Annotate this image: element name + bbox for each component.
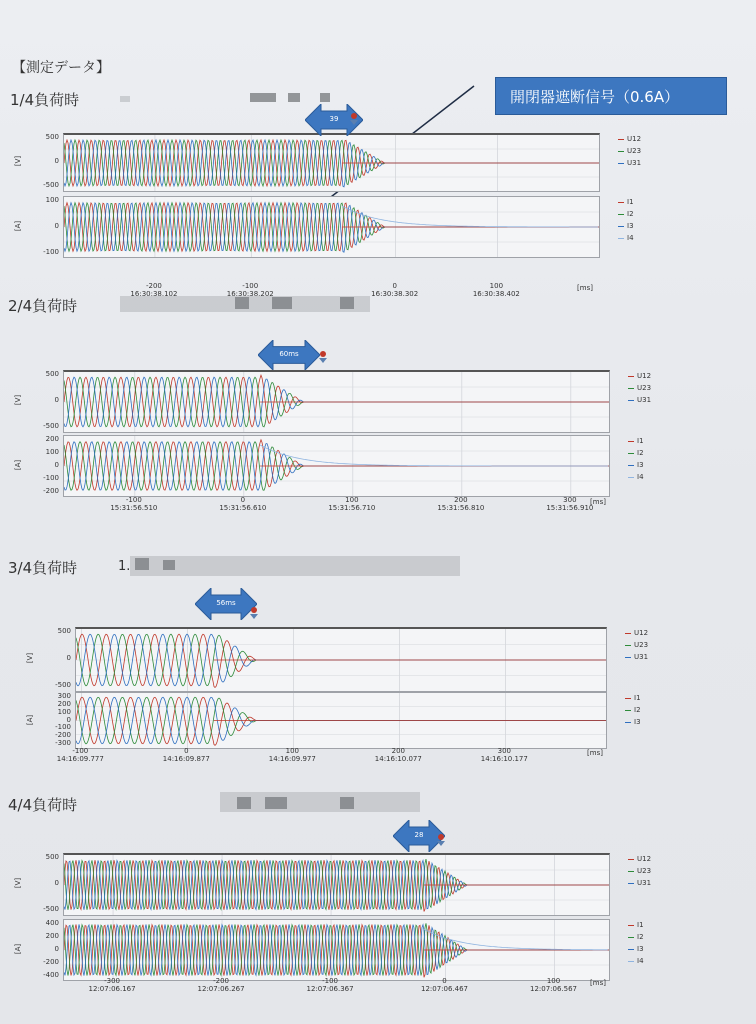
x-tick-label xyxy=(524,977,584,993)
voltage-plot xyxy=(63,370,610,433)
x-tick-value: -100 xyxy=(322,977,338,985)
voltage-waveforms xyxy=(76,629,606,691)
legend-label: I3 xyxy=(637,461,644,469)
current-unit-label: [A] xyxy=(14,220,23,232)
x-tick-value: 0 xyxy=(392,282,397,290)
legend-label: U23 xyxy=(634,641,649,649)
y-tick-label: 100 xyxy=(45,448,59,456)
legend-item xyxy=(628,867,651,879)
legend-item xyxy=(628,945,644,957)
legend-item xyxy=(618,234,634,246)
y-tick-label: 100 xyxy=(57,707,71,716)
y-tick-label: -200 xyxy=(55,731,71,740)
section-label-suffix: 1. xyxy=(118,559,131,574)
x-unit-label: [ms] xyxy=(590,979,606,987)
legend-label: I1 xyxy=(637,921,644,929)
x-tick-timestamp: 16:30:38.402 xyxy=(472,290,520,298)
x-tick-label xyxy=(322,496,382,512)
voltage-unit-label: [V] xyxy=(14,155,23,167)
y-tick-label: -100 xyxy=(43,248,59,256)
y-tick-label: -200 xyxy=(43,487,59,495)
y-tick-label: -500 xyxy=(43,905,59,913)
legend-item xyxy=(628,879,651,891)
voltage-waveforms xyxy=(64,372,609,432)
y-tick-label: 100 xyxy=(45,196,59,204)
x-tick-timestamp: 12:07:06.267 xyxy=(197,985,245,993)
legend-label: U12 xyxy=(634,629,649,637)
legend-label: U23 xyxy=(627,147,642,155)
x-tick-value: 100 xyxy=(345,496,359,504)
duration-label: 60ms xyxy=(279,350,299,358)
x-tick-label xyxy=(415,977,475,993)
y-tick-label: -300 xyxy=(55,739,71,747)
x-tick-value: 300 xyxy=(497,747,511,755)
voltage-plot xyxy=(75,627,607,692)
y-tick-label: 200 xyxy=(45,435,59,443)
legend-item xyxy=(628,372,651,384)
legend-label: I2 xyxy=(637,449,644,457)
x-tick-timestamp: 16:30:38.102 xyxy=(130,290,178,298)
y-tick-label: 500 xyxy=(57,627,71,635)
i4-decay-trace xyxy=(342,206,598,227)
legend-item xyxy=(618,222,634,234)
current-legend xyxy=(625,694,641,730)
legend-item xyxy=(628,933,644,945)
x-tick-value: -300 xyxy=(104,977,120,985)
legend-label: U23 xyxy=(637,867,652,875)
x-tick-timestamp: 15:31:56.510 xyxy=(110,504,158,512)
current-waveforms xyxy=(76,693,606,748)
voltage-legend xyxy=(625,629,648,665)
x-tick-timestamp: 16:30:38.302 xyxy=(371,290,419,298)
y-tick-label: 0 xyxy=(66,715,71,724)
y-tick-label: 0 xyxy=(66,654,71,662)
legend-label: U12 xyxy=(637,372,652,380)
x-unit-label: [ms] xyxy=(577,284,593,292)
current-waveforms xyxy=(64,920,609,980)
x-tick-label xyxy=(124,282,184,298)
x-tick-value: 0 xyxy=(442,977,447,985)
legend-item xyxy=(625,706,641,718)
y-tick-label: -100 xyxy=(43,474,59,482)
legend-item xyxy=(618,198,634,210)
x-tick-label xyxy=(368,747,428,763)
x-tick-label xyxy=(466,282,526,298)
x-tick-value: 300 xyxy=(563,496,577,504)
voltage-waveforms xyxy=(64,135,599,191)
x-tick-label xyxy=(191,977,251,993)
legend-label: I2 xyxy=(627,210,634,218)
legend-label: I3 xyxy=(634,718,641,726)
x-tick-timestamp: 14:16:10.177 xyxy=(480,755,528,763)
y-tick-label: 500 xyxy=(45,133,59,141)
x-tick-label xyxy=(104,496,164,512)
legend-item xyxy=(628,855,651,867)
x-tick-value: -200 xyxy=(213,977,229,985)
legend-item xyxy=(618,159,641,171)
x-tick-label xyxy=(156,747,216,763)
trigger-marker-icon xyxy=(318,351,328,363)
x-tick-value: 200 xyxy=(454,496,468,504)
duration-label: 39 xyxy=(329,115,339,123)
y-tick-label: -500 xyxy=(55,681,71,689)
voltage-legend xyxy=(618,135,641,171)
x-tick-label xyxy=(50,747,110,763)
marker-triangle xyxy=(319,358,327,363)
current-plot xyxy=(63,435,610,497)
voltage-legend xyxy=(628,372,651,408)
legend-label: I2 xyxy=(637,933,644,941)
x-tick-timestamp: 14:16:09.977 xyxy=(268,755,316,763)
marker-triangle xyxy=(250,614,258,619)
x-tick-timestamp: 12:07:06.467 xyxy=(420,985,469,993)
legend-label: U12 xyxy=(627,135,642,143)
y-tick-label: 0 xyxy=(54,157,59,165)
waveform-trace xyxy=(76,634,606,687)
legend-label: I1 xyxy=(637,437,644,445)
voltage-unit-label: [V] xyxy=(26,652,35,664)
y-tick-label: 0 xyxy=(54,461,59,469)
legend-label: U31 xyxy=(627,159,642,167)
x-tick-timestamp: 12:07:06.167 xyxy=(88,985,136,993)
x-tick-timestamp: 16:30:38.202 xyxy=(226,290,274,298)
current-unit-label: [A] xyxy=(14,943,23,955)
x-tick-label xyxy=(474,747,534,763)
x-unit-label: [ms] xyxy=(590,498,606,506)
y-tick-label: -500 xyxy=(43,422,59,430)
section-label: 2/4負荷時 xyxy=(8,297,78,315)
current-waveforms xyxy=(64,436,609,496)
current-legend xyxy=(628,921,644,969)
y-tick-label: -200 xyxy=(43,958,59,966)
legend-label: I4 xyxy=(637,473,644,481)
legend-label: I3 xyxy=(627,222,634,230)
legend-item xyxy=(628,449,644,461)
marker-dot xyxy=(438,834,444,840)
current-legend xyxy=(618,198,634,246)
section-label: 3/4負荷時 xyxy=(8,559,78,577)
legend-label: I2 xyxy=(634,706,641,714)
legend-item xyxy=(618,210,634,222)
legend-label: I3 xyxy=(637,945,644,953)
y-tick-label: 200 xyxy=(57,699,71,708)
voltage-waveforms xyxy=(64,855,609,915)
legend-label: I4 xyxy=(637,957,644,965)
legend-item xyxy=(628,957,644,969)
x-tick-value: 0 xyxy=(184,747,189,755)
y-tick-label: -100 xyxy=(55,723,71,732)
x-tick-timestamp: 12:07:06.567 xyxy=(529,985,578,993)
legend-label: U12 xyxy=(637,855,652,863)
legend-label: U31 xyxy=(634,653,649,661)
legend-item xyxy=(625,694,641,706)
x-tick-label xyxy=(300,977,360,993)
y-tick-label: -400 xyxy=(43,971,59,979)
x-tick-value: 0 xyxy=(240,496,246,504)
y-tick-label: 200 xyxy=(45,932,59,940)
marker-dot xyxy=(251,607,257,613)
legend-item xyxy=(618,147,641,159)
x-tick-timestamp: 14:16:09.777 xyxy=(56,755,104,763)
section-label: 4/4負荷時 xyxy=(8,796,78,814)
waveform-trace xyxy=(76,697,606,745)
legend-item xyxy=(625,641,648,653)
x-tick-value: 100 xyxy=(285,747,299,755)
y-tick-label: 500 xyxy=(45,853,59,861)
x-tick-value: -100 xyxy=(72,747,89,755)
x-tick-value: 100 xyxy=(546,977,561,985)
y-tick-label: 0 xyxy=(54,396,59,404)
legend-label: I1 xyxy=(634,694,641,702)
legend-item xyxy=(625,718,641,730)
waveform-trace xyxy=(64,923,609,975)
x-tick-timestamp: 15:31:56.910 xyxy=(546,504,594,512)
x-tick-value: -200 xyxy=(145,282,162,290)
y-tick-label: 0 xyxy=(54,879,59,887)
voltage-unit-label: [V] xyxy=(14,394,23,406)
x-tick-label xyxy=(262,747,322,763)
x-tick-timestamp: 14:16:09.877 xyxy=(162,755,210,763)
x-tick-value: -100 xyxy=(242,282,259,290)
legend-item xyxy=(628,384,651,396)
trigger-marker-icon xyxy=(249,607,259,619)
x-tick-label xyxy=(82,977,142,993)
marker-triangle xyxy=(350,120,358,125)
voltage-unit-label: [V] xyxy=(14,877,23,889)
y-tick-label: 0 xyxy=(54,222,59,230)
x-unit-label: [ms] xyxy=(587,749,603,757)
x-tick-timestamp: 15:31:56.810 xyxy=(437,504,485,512)
current-unit-label: [A] xyxy=(26,714,35,725)
x-tick-label xyxy=(365,282,425,298)
breaker-signal-callout: 開閉器遮断信号（0.6A） xyxy=(495,77,727,115)
legend-label: I1 xyxy=(627,198,634,206)
i4-decay-trace xyxy=(424,929,608,950)
marker-dot xyxy=(351,113,357,119)
y-tick-label: 300 xyxy=(57,692,71,700)
legend-item xyxy=(618,135,641,147)
current-legend xyxy=(628,437,644,485)
x-tick-value: 100 xyxy=(489,282,504,290)
legend-item xyxy=(625,629,648,641)
trigger-marker-icon xyxy=(436,834,446,846)
x-tick-label xyxy=(213,496,273,512)
duration-label: 28 xyxy=(414,831,424,839)
voltage-legend xyxy=(628,855,651,891)
x-tick-value: 200 xyxy=(391,747,405,755)
x-tick-timestamp: 14:16:10.077 xyxy=(374,755,422,763)
current-waveforms xyxy=(64,197,599,257)
i4-decay-trace xyxy=(260,445,608,466)
current-plot xyxy=(75,692,607,749)
legend-label: U23 xyxy=(637,384,652,392)
voltage-plot xyxy=(63,133,600,192)
legend-item xyxy=(628,396,651,408)
x-tick-timestamp: 12:07:06.367 xyxy=(306,985,354,993)
voltage-plot xyxy=(63,853,610,916)
section-label: 1/4負荷時 xyxy=(10,91,80,109)
x-tick-label xyxy=(431,496,491,512)
x-tick-label xyxy=(220,282,280,298)
x-tick-value: -100 xyxy=(125,496,142,504)
page-heading: 【測定データ】 xyxy=(12,60,110,76)
duration-label: 56ms xyxy=(216,599,236,607)
x-tick-timestamp: 15:31:56.710 xyxy=(328,504,376,512)
legend-label: U31 xyxy=(637,879,652,887)
legend-item xyxy=(628,461,644,473)
trigger-marker-icon xyxy=(349,113,359,125)
y-tick-label: 500 xyxy=(45,370,59,378)
y-tick-label: 400 xyxy=(45,919,59,927)
legend-item xyxy=(628,473,644,485)
legend-item xyxy=(628,921,644,933)
waveform-trace xyxy=(64,859,609,910)
current-unit-label: [A] xyxy=(14,459,23,471)
marker-triangle xyxy=(437,841,445,846)
legend-item xyxy=(625,653,648,665)
current-plot xyxy=(63,196,600,258)
y-tick-label: -500 xyxy=(43,181,59,189)
y-tick-label: 0 xyxy=(54,945,59,953)
marker-dot xyxy=(320,351,326,357)
legend-label: I4 xyxy=(627,234,634,242)
current-plot xyxy=(63,919,610,981)
legend-item xyxy=(628,437,644,449)
x-tick-timestamp: 15:31:56.610 xyxy=(219,504,267,512)
legend-label: U31 xyxy=(637,396,652,404)
